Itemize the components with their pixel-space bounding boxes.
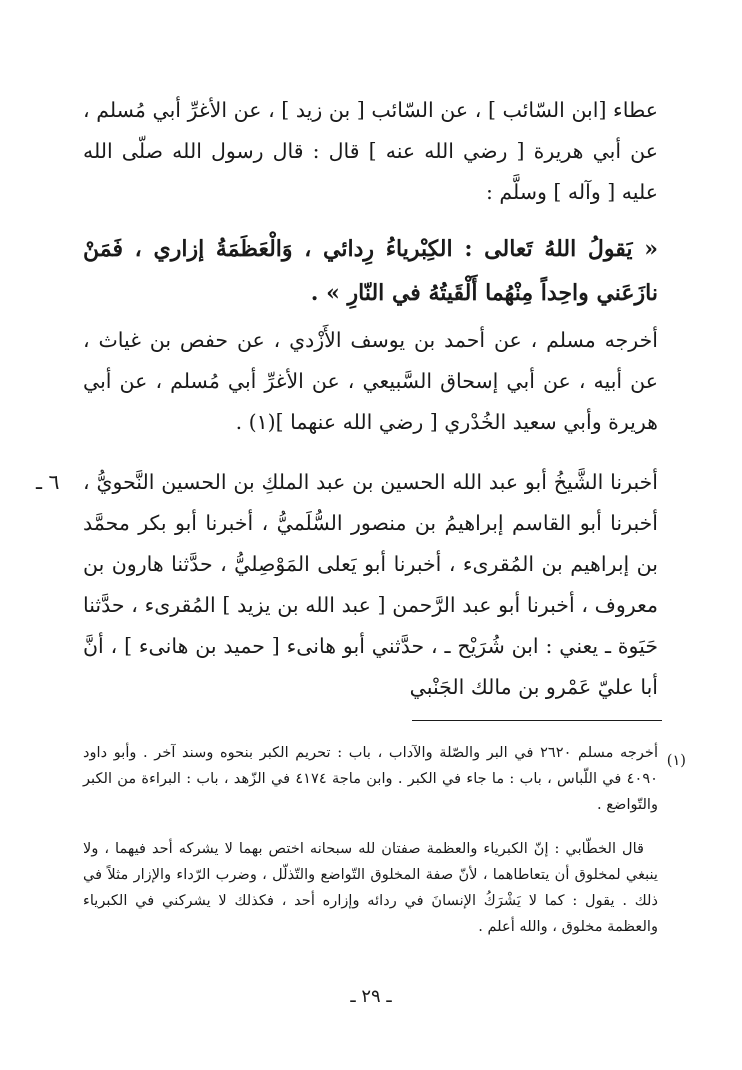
hadith-number: ٦ ـ xyxy=(36,470,60,494)
hadith-text: « يَقولُ اللهُ تَعالى : الكِبْرياءُ رِدائي ، وَالْعَظَمَةُ إزاري ، فَمَنْ نازَعَني واحِداً مِنْهُما أَلْقَيتُهُ في النّارِ » . xyxy=(83,236,658,306)
footnote-divider xyxy=(412,720,662,721)
paragraph-chain-1: عطاء [ابن السّائب ] ، عن السّائب [ بن زيد ] ، عن الأغرِّ أبي مُسلم ، عن أبي هريرة [ رضي الله عنه ] قال : قال رسول الله صلّى الله عليه [ وآله ] وسلَّم : xyxy=(83,98,658,204)
footnote-1: أخرجه مسلم ٢٦٢٠ في البر والصّلة والآداب ، باب : تحريم الكبر بنحوه وسند آخر . وأبو داود ٤٠٩٠ في اللّباس ، باب : ما جاء في الكبر . وابن ماجة ٤١٧٤ في الزّهد ، باب : البراءة من الكبر والتّواضع . xyxy=(83,744,659,813)
footnote-2: قال الخطّابي : إنّ الكبرياء والعظمة صفتان لله سبحانه اختص بهما لا يشركه أحد فيهما ، ولا ينبغي لمخلوق أن يتعاطاهما ، لأنّ صفة المخلوق التّواضع والتّذلّل ، وضرب الرّداء والإزار مثلاً في ذلك . يقول : كما لا يَشْرَكُ الإنسانَ في ردائه وإزاره أحد ، فكذلك لا يشركني في الكبرياء والعظمة مخلوق ، والله أعلم . xyxy=(83,840,658,935)
paragraph-chain-6: أخبرنا الشَّيخُ أبو عبد الله الحسين بن عبد الملكِ بن الحسين النَّحويُّ ، أخبرنا أبو القاسم إبراهيمُ بن منصور السُّلَميُّ ، أخبرنا أبو بكر محمَّد بن إبراهيم بن المُقرىء ، أخبرنا أبو يَعلى المَوْصِليُّ ، حدَّثنا هارون بن معروف ، أخبرنا أبو عبد الرَّحمن [ عبد الله بن يزيد ] المُقرىء ، حدَّثنا حَيَوة ـ يعني : ابن شُرَيْح ـ ، حدَّثني أبو هانىء [ حميد بن هانىء ] ، أنَّ أبا عليّ عَمْرو بن مالك الجَنْبي xyxy=(83,470,658,699)
page-number: ـ ٢٩ ـ xyxy=(350,986,392,1007)
paragraph-takhrij: أخرجه مسلم ، عن أحمد بن يوسف الأَزْدي ، عن حفص بن غياث ، عن أبيه ، عن أبي إسحاق السَّبيعي ، عن الأغرِّ أبي مُسلم ، عن أبي هريرة وأبي سعيد الخُدْري [ رضي الله عنهما ](١) . xyxy=(83,328,658,434)
footnote-marker: (١) xyxy=(666,752,686,769)
